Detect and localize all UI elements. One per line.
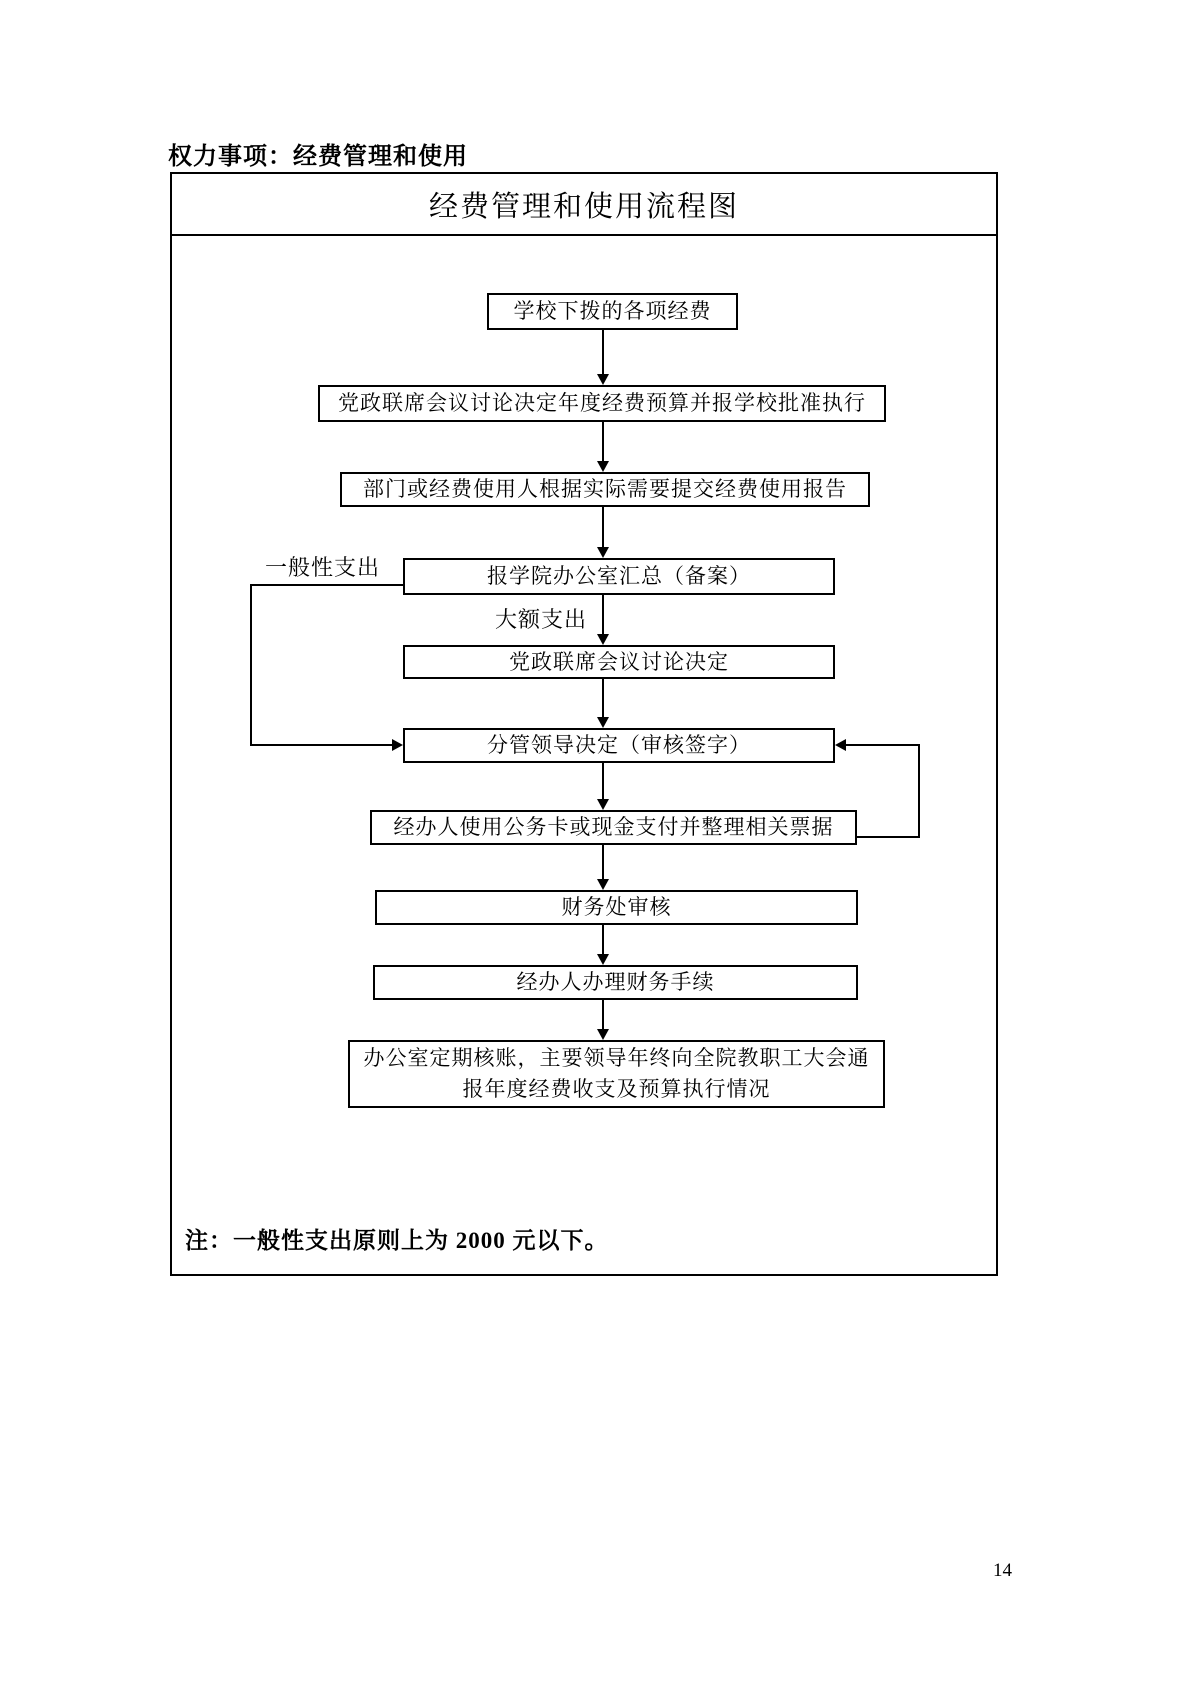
connector-9-line	[602, 1000, 604, 1029]
flow-node-finance-review: 财务处审核	[375, 890, 858, 925]
flowchart-title: 经费管理和使用流程图	[170, 172, 998, 236]
connector-6-line	[602, 763, 604, 799]
connector-7-line	[602, 845, 604, 879]
connector-4-line	[602, 595, 604, 634]
branch-general-arrowhead-icon	[392, 739, 403, 751]
flow-node-periodic-reconciliation: 办公室定期核账，主要领导年终向全院教职工大会通报年度经费收支及预算执行情况	[348, 1040, 885, 1108]
branch-general-vertical-line	[250, 584, 252, 746]
flow-node-joint-meeting-budget: 党政联席会议讨论决定年度经费预算并报学校批准执行	[318, 385, 886, 422]
footnote: 注：一般性支出原则上为 2000 元以下。	[185, 1228, 609, 1253]
connector-2-line	[602, 422, 604, 461]
loop-feedback-vertical-line	[918, 744, 920, 838]
connector-6-arrowhead-icon	[597, 799, 609, 810]
connector-8-line	[602, 925, 604, 954]
connector-9-arrowhead-icon	[597, 1029, 609, 1040]
connector-1-line	[602, 330, 604, 374]
flow-node-school-allocated-funds: 学校下拨的各项经费	[487, 293, 738, 330]
flow-node-payment-and-receipts: 经办人使用公务卡或现金支付并整理相关票据	[370, 810, 857, 845]
loop-feedback-bottom-line	[857, 836, 920, 838]
flow-node-financial-procedures: 经办人办理财务手续	[373, 965, 858, 1000]
flow-node-leader-approval: 分管领导决定（审核签字）	[403, 728, 835, 763]
connector-5-arrowhead-icon	[597, 717, 609, 728]
loop-feedback-top-line	[846, 744, 920, 746]
connector-1-arrowhead-icon	[597, 374, 609, 385]
flow-node-expense-report-submission: 部门或经费使用人根据实际需要提交经费使用报告	[340, 472, 870, 507]
connector-2-arrowhead-icon	[597, 461, 609, 472]
document-header: 权力事项：经费管理和使用	[168, 144, 468, 170]
connector-3-arrowhead-icon	[597, 547, 609, 558]
flowchart-border	[170, 172, 998, 1276]
connector-7-arrowhead-icon	[597, 879, 609, 890]
page-number: 14	[993, 1560, 1012, 1581]
connector-4-arrowhead-icon	[597, 634, 609, 645]
connector-5-line	[602, 679, 604, 717]
branch-general-top-line	[250, 584, 403, 586]
branch-general-bottom-line	[250, 744, 392, 746]
edge-label-large-expense: 大额支出	[495, 603, 587, 634]
edge-label-general-expense: 一般性支出	[265, 551, 380, 582]
connector-8-arrowhead-icon	[597, 954, 609, 965]
connector-3-line	[602, 507, 604, 547]
loop-feedback-arrowhead-icon	[835, 739, 846, 751]
flow-node-office-summary: 报学院办公室汇总（备案）	[403, 558, 835, 595]
flow-node-joint-meeting-decision: 党政联席会议讨论决定	[403, 645, 835, 679]
